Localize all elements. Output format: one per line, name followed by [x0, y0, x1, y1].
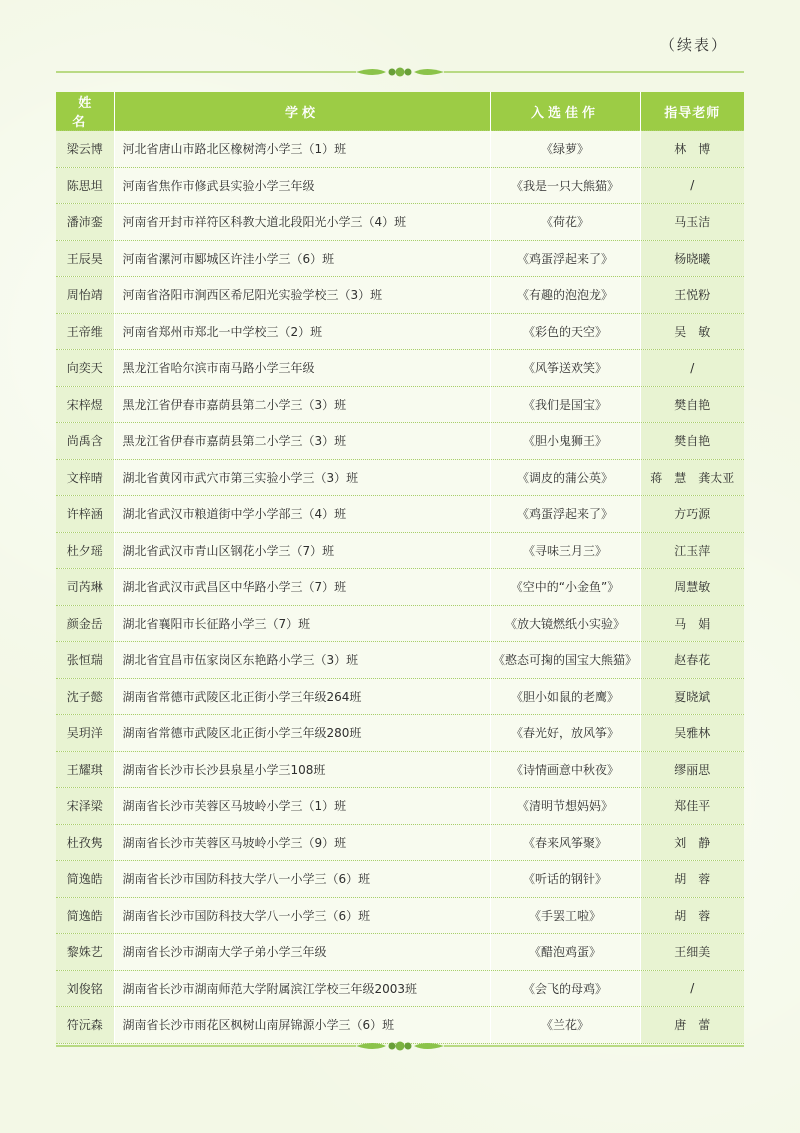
cell-school: 黑龙江省伊春市嘉荫县第二小学三（3）班 [114, 423, 490, 460]
cell-work: 《会飞的母鸡》 [490, 970, 640, 1007]
cell-teacher: 夏晓斌 [640, 678, 744, 715]
cell-work: 《春来风筝聚》 [490, 824, 640, 861]
cell-name: 王耀琪 [56, 751, 114, 788]
table-row [56, 788, 744, 825]
table-row [56, 751, 744, 788]
cell-school: 湖南省长沙市国防科技大学八一小学三（6）班 [114, 897, 490, 934]
cell-school: 湖南省长沙市长沙县泉星小学三108班 [114, 751, 490, 788]
table-row [56, 532, 744, 569]
cell-name: 司芮琳 [56, 569, 114, 606]
cell-work: 《我们是国宝》 [490, 386, 640, 423]
table-row [56, 569, 744, 606]
cell-work: 《手罢工啦》 [490, 897, 640, 934]
cell-teacher: 赵春花 [640, 642, 744, 679]
cell-teacher: 胡 蓉 [640, 897, 744, 934]
cell-work: 《风筝送欢笑》 [490, 350, 640, 387]
cell-work: 《胆小如鼠的老鹰》 [490, 678, 640, 715]
table-row [56, 642, 744, 679]
cell-work: 《寻味三月三》 [490, 532, 640, 569]
table-row [56, 423, 744, 460]
table-row [56, 861, 744, 898]
table-row [56, 459, 744, 496]
cell-teacher: / [640, 167, 744, 204]
table-row [56, 204, 744, 241]
cell-work: 《鸡蛋浮起来了》 [490, 240, 640, 277]
table-row [56, 715, 744, 752]
cell-school: 湖南省长沙市国防科技大学八一小学三（6）班 [114, 861, 490, 898]
cell-work: 《彩色的天空》 [490, 313, 640, 350]
cell-school: 湖南省长沙市芙蓉区马坡岭小学三（1）班 [114, 788, 490, 825]
cell-teacher: 唐 蕾 [640, 1007, 744, 1044]
table-row [56, 131, 744, 168]
table-row [56, 678, 744, 715]
cell-teacher: 郑佳平 [640, 788, 744, 825]
cell-work: 《清明节想妈妈》 [490, 788, 640, 825]
cell-teacher: 林 博 [640, 131, 744, 168]
cell-school: 湖南省长沙市雨花区枫树山南屏锦源小学三（6）班 [114, 1007, 490, 1044]
cell-name: 尚禹含 [56, 423, 114, 460]
table-row [56, 824, 744, 861]
cell-teacher: 马玉洁 [640, 204, 744, 241]
cell-work: 《放大镜燃纸小实验》 [490, 605, 640, 642]
cell-school: 河南省开封市祥符区科教大道北段阳光小学三（4）班 [114, 204, 490, 241]
cell-name: 宋泽梁 [56, 788, 114, 825]
cell-work: 《有趣的泡泡龙》 [490, 277, 640, 314]
cell-name: 沈子懿 [56, 678, 114, 715]
cell-school: 黑龙江省伊春市嘉荫县第二小学三（3）班 [114, 386, 490, 423]
cell-work: 《春光好，放风筝》 [490, 715, 640, 752]
cell-name: 杜夕瑶 [56, 532, 114, 569]
cell-name: 许梓涵 [56, 496, 114, 533]
cell-name: 宋梓煜 [56, 386, 114, 423]
table-row [56, 1007, 744, 1044]
cell-name: 简逸皓 [56, 897, 114, 934]
cell-teacher: 马 娟 [640, 605, 744, 642]
cell-work: 《憨态可掬的国宝大熊猫》 [490, 642, 640, 679]
table-row [56, 934, 744, 971]
cell-work: 《鸡蛋浮起来了》 [490, 496, 640, 533]
cell-work: 《醋泡鸡蛋》 [490, 934, 640, 971]
cell-work: 《听话的钢针》 [490, 861, 640, 898]
cell-teacher: / [640, 350, 744, 387]
table-row [56, 277, 744, 314]
cell-name: 梁云博 [56, 131, 114, 168]
table-row [56, 313, 744, 350]
table-row [56, 240, 744, 277]
cell-school: 湖南省长沙市芙蓉区马坡岭小学三（9）班 [114, 824, 490, 861]
cell-name: 吴玥洋 [56, 715, 114, 752]
header-work: 入选佳作 [490, 92, 640, 131]
cell-school: 河南省郑州市郑北一中学校三（2）班 [114, 313, 490, 350]
cell-school: 河南省漯河市郾城区许洼小学三（6）班 [114, 240, 490, 277]
cell-school: 湖北省宜昌市伍家岗区东艳路小学三（3）班 [114, 642, 490, 679]
cell-teacher: 樊自艳 [640, 386, 744, 423]
cell-school: 湖南省长沙市湖南师范大学附属滨江学校三年级2003班 [114, 970, 490, 1007]
table-row [56, 605, 744, 642]
cell-teacher: / [640, 970, 744, 1007]
cell-teacher: 江玉萍 [640, 532, 744, 569]
cell-teacher: 樊自艳 [640, 423, 744, 460]
cell-school: 湖南省常德市武陵区北正街小学三年级280班 [114, 715, 490, 752]
cell-name: 向奕天 [56, 350, 114, 387]
cell-work: 《我是一只大熊猫》 [490, 167, 640, 204]
header-teacher: 指导老师 [640, 92, 744, 131]
table-row [56, 496, 744, 533]
cell-name: 王辰昊 [56, 240, 114, 277]
cell-school: 湖北省黄冈市武穴市第三实验小学三（3）班 [114, 459, 490, 496]
cell-name: 周怡靖 [56, 277, 114, 314]
cell-name: 黎姝艺 [56, 934, 114, 971]
table-row [56, 386, 744, 423]
table-row [56, 897, 744, 934]
cell-school: 黑龙江省哈尔滨市南马路小学三年级 [114, 350, 490, 387]
table-row [56, 350, 744, 387]
cell-teacher: 周慧敏 [640, 569, 744, 606]
bottom-ornament-divider [56, 1040, 744, 1052]
table-row [56, 167, 744, 204]
continued-table-label: （续表） [659, 36, 728, 54]
cell-work: 《荷花》 [490, 204, 640, 241]
cell-teacher: 刘 静 [640, 824, 744, 861]
cell-teacher: 蒋 慧 龚太亚 [640, 459, 744, 496]
table-header-row [56, 92, 744, 131]
cell-teacher: 杨晓曦 [640, 240, 744, 277]
cell-name: 刘俊铭 [56, 970, 114, 1007]
cell-work: 《诗情画意中秋夜》 [490, 751, 640, 788]
cell-name: 陈思坦 [56, 167, 114, 204]
cell-school: 湖南省长沙市湖南大学子弟小学三年级 [114, 934, 490, 971]
cell-name: 杜孜隽 [56, 824, 114, 861]
cell-teacher: 方巧源 [640, 496, 744, 533]
cell-name: 简逸皓 [56, 861, 114, 898]
cell-school: 湖北省武汉市武昌区中华路小学三（7）班 [114, 569, 490, 606]
cell-name: 符沅森 [56, 1007, 114, 1044]
cell-teacher: 吴 敏 [640, 313, 744, 350]
cell-school: 湖北省武汉市粮道街中学小学部三（4）班 [114, 496, 490, 533]
top-ornament-divider [56, 66, 744, 78]
header-name: 姓名 [56, 92, 114, 131]
cell-school: 湖北省武汉市青山区钢花小学三（7）班 [114, 532, 490, 569]
cell-work: 《兰花》 [490, 1007, 640, 1044]
cell-teacher: 王细美 [640, 934, 744, 971]
cell-school: 河南省洛阳市涧西区希尼阳光实验学校三（3）班 [114, 277, 490, 314]
header-school: 学校 [114, 92, 490, 131]
cell-name: 王帝维 [56, 313, 114, 350]
cell-work: 《绿萝》 [490, 131, 640, 168]
cell-work: 《调皮的蒲公英》 [490, 459, 640, 496]
cell-work: 《空中的“小金鱼”》 [490, 569, 640, 606]
cell-name: 文梓晴 [56, 459, 114, 496]
cell-name: 潘沛銮 [56, 204, 114, 241]
cell-teacher: 王悦粉 [640, 277, 744, 314]
cell-teacher: 缪丽思 [640, 751, 744, 788]
cell-school: 河南省焦作市修武县实验小学三年级 [114, 167, 490, 204]
cell-teacher: 胡 蓉 [640, 861, 744, 898]
cell-school: 河北省唐山市路北区橡树湾小学三（1）班 [114, 131, 490, 168]
award-list-table [56, 92, 744, 1044]
cell-school: 湖南省常德市武陵区北正街小学三年级264班 [114, 678, 490, 715]
cell-name: 张恒瑞 [56, 642, 114, 679]
cell-work: 《胆小鬼狮王》 [490, 423, 640, 460]
table-row [56, 970, 744, 1007]
cell-name: 颜金岳 [56, 605, 114, 642]
cell-school: 湖北省襄阳市长征路小学三（7）班 [114, 605, 490, 642]
cell-teacher: 吴雅林 [640, 715, 744, 752]
